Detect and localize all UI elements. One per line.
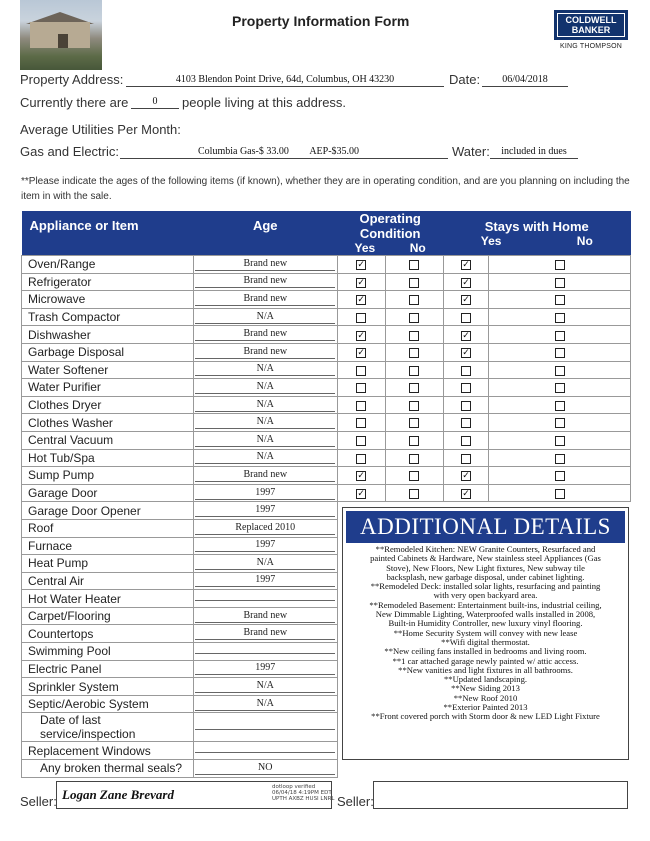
item-age-field[interactable]: 1997 [195,662,335,675]
item-age-cell [193,308,337,326]
operating-no-checkbox[interactable] [409,278,419,288]
stays-no-checkbox[interactable] [555,418,565,428]
checkbox-cell [337,273,385,291]
operating-yes-checkbox[interactable] [356,383,366,393]
stamp-line-1: dotloop verified [272,784,316,790]
operating-yes-checkbox[interactable]: ✓ [357,330,365,341]
table-row [22,467,631,485]
item-age-field[interactable]: N/A [195,416,335,429]
date-field[interactable]: 06/04/2018 [482,74,568,87]
item-age-field[interactable]: NO [195,762,335,775]
stays-yes-checkbox[interactable]: ✓ [462,330,470,341]
stays-no-checkbox[interactable] [555,366,565,376]
checkbox-cell [385,308,443,326]
item-age-field[interactable]: Brand new [195,627,335,640]
stays-no-checkbox[interactable] [555,454,565,464]
details-line: **Wifi digital thermostat. [441,636,530,647]
operating-yes-checkbox[interactable]: ✓ [357,348,365,359]
item-age-cell [193,273,337,291]
item-age-cell [193,256,337,274]
item-name: Replacement Windows [22,742,194,760]
operating-yes-checkbox[interactable] [356,418,366,428]
stays-yes-checkbox[interactable]: ✓ [462,471,470,482]
item-age-cell [193,590,337,608]
item-name: Garbage Disposal [22,343,194,361]
col-header-age: Age [193,211,337,256]
item-age-cell [193,379,337,397]
stays-no-checkbox[interactable] [555,260,565,270]
item-name: Central Air [22,572,194,590]
item-age-cell [193,326,337,344]
operating-no-checkbox[interactable] [409,331,419,341]
stays-yes-checkbox[interactable]: ✓ [462,295,470,306]
water-field[interactable]: included in dues [490,146,578,159]
item-age-cell [193,343,337,361]
item-age-field[interactable]: N/A [195,311,335,324]
checkbox-cell [385,396,443,414]
stays-yes-checkbox[interactable] [461,383,471,393]
item-age-cell [193,695,337,713]
checkbox-cell [489,449,631,467]
item-name: Furnace [22,537,194,555]
checkbox-cell [337,308,385,326]
additional-details-heading: ADDITIONAL DETAILS [346,511,625,543]
item-age-field[interactable]: N/A [195,698,335,711]
table-row [22,760,631,778]
table-row [22,484,631,502]
operating-yes-checkbox[interactable]: ✓ [357,277,365,288]
instructions-note: **Please indicate the ages of the following items (if known), whether they are in operating condition, and are you planning on including the item in with the sale. [21,176,630,202]
details-line: **New Siding 2013 [451,683,520,694]
checkbox-cell [337,343,385,361]
address-field[interactable]: 4103 Blendon Point Drive, 64d, Columbus, OH 43230 [126,74,444,87]
item-age-cell [193,519,337,537]
checkbox-cell [489,467,631,485]
checkbox-cell [443,449,489,467]
checkbox-cell [385,379,443,397]
checkbox-cell [443,361,489,379]
stays-yes-checkbox[interactable]: ✓ [462,488,470,499]
item-age-cell [193,291,337,309]
checkbox-cell [385,449,443,467]
item-age-cell [193,760,337,778]
checkbox-cell [443,308,489,326]
date-label: Date: [449,72,481,87]
stays-no-checkbox[interactable] [555,295,565,305]
checkbox-cell [443,379,489,397]
checkbox-cell [489,291,631,309]
stays-no-checkbox[interactable] [555,278,565,288]
stays-no-checkbox[interactable] [555,383,565,393]
item-age-field[interactable]: Brand new [195,328,335,341]
checkbox-cell [443,414,489,432]
item-age-cell [193,396,337,414]
item-age-cell [193,660,337,678]
details-line: **Updated landscaping. [443,674,528,685]
item-age-field[interactable]: N/A [195,451,335,464]
operating-no-checkbox[interactable] [409,383,419,393]
checkbox-cell [443,467,489,485]
seller-signature: Logan Zane Brevard [62,787,174,802]
checkbox-cell [385,291,443,309]
operating-yes-checkbox[interactable] [356,454,366,464]
operating-yes-checkbox[interactable]: ✓ [357,471,365,482]
checkbox-cell [337,396,385,414]
item-name: Hot Tub/Spa [22,449,194,467]
item-name: Hot Water Heater [22,590,194,608]
checkbox-cell [443,291,489,309]
gas-electric-field[interactable] [120,146,448,159]
operating-yes-checkbox[interactable] [356,313,366,323]
checkbox-cell [489,484,631,502]
operating-no-checkbox[interactable] [409,313,419,323]
details-line: **Front covered porch with Storm door & new LED Light Fixture [371,711,600,722]
item-name: Clothes Washer [22,414,194,432]
item-age-field[interactable]: Brand new [195,293,335,306]
item-age-field[interactable]: 1997 [195,487,335,500]
seller2-label: Seller: [337,794,374,809]
item-name: Refrigerator [22,273,194,291]
table-row [22,308,631,326]
checkbox-cell [489,379,631,397]
item-name: Trash Compactor [22,308,194,326]
table-row [22,414,631,432]
operating-no-checkbox[interactable] [409,454,419,464]
item-name: Roof [22,519,194,537]
operating-no-checkbox[interactable] [409,471,419,481]
details-line: painted Cabinets & Hardware, New stainless steel Appliances (Gas [370,553,601,564]
item-name: Countertops [22,625,194,643]
stamp-line-2: 06/04/18 4:19PM EDT [272,790,332,796]
logo-line-2: BANKER [571,25,611,35]
item-age-field[interactable]: Brand new [195,346,335,359]
checkbox-cell [489,308,631,326]
operating-yes-checkbox[interactable]: ✓ [357,488,365,499]
item-name: Sump Pump [22,467,194,485]
stays-no: No [576,233,593,248]
item-name: Garage Door [22,484,194,502]
checkbox-cell [337,467,385,485]
checkbox-cell [385,273,443,291]
seller2-signature-box[interactable] [373,781,628,809]
operating-no-checkbox[interactable] [409,401,419,411]
electric-value: AEP-$35.00 [309,146,360,157]
item-age-cell [193,414,337,432]
operating-no-checkbox[interactable] [409,366,419,376]
brand-logo [554,10,628,50]
item-age-field[interactable]: N/A [195,680,335,693]
item-age-cell [193,643,337,661]
item-age-field[interactable]: N/A [195,363,335,376]
property-photo [20,0,102,70]
additional-details-box [342,507,629,760]
table-row [22,343,631,361]
operating-no-checkbox[interactable] [409,295,419,305]
checkbox-cell [385,414,443,432]
stays-yes-checkbox[interactable]: ✓ [462,277,470,288]
operating-no-checkbox[interactable] [409,260,419,270]
item-name: Microwave [22,291,194,309]
checkbox-cell [489,343,631,361]
details-line: Built-in Humidity Controller, new luxury vinyl flooring. [388,618,583,629]
operating-title: Operating Condition [359,211,421,241]
water-label: Water: [452,144,490,159]
details-line: **New ceiling fans installed in bedrooms and living room. [384,646,587,657]
details-line: with very open backyard area. [433,590,538,601]
table-row [22,379,631,397]
item-age-cell [193,678,337,696]
item-age-cell [193,431,337,449]
logo-box [554,10,628,40]
stays-yes-checkbox[interactable]: ✓ [462,348,470,359]
checkbox-cell [443,326,489,344]
col-header-item: Appliance or Item [22,211,194,256]
operating-yes-checkbox[interactable] [356,401,366,411]
item-name: Date of last service/inspection [22,713,194,742]
people-suffix: people living at this address. [182,95,347,110]
item-age-field[interactable]: Brand new [195,610,335,623]
details-line: Stove), New Floors, New Light fixtures, New subway tile [386,562,585,573]
checkbox-cell [489,273,631,291]
checkbox-cell [443,484,489,502]
operating-yes-checkbox[interactable] [356,436,366,446]
address-label: Property Address: [20,72,124,87]
checkbox-cell [443,273,489,291]
item-age-field[interactable]: 1997 [195,539,335,552]
checkbox-cell [443,256,489,274]
details-line: **Remodeled Deck: installed solar lights, resurfacing and painting [370,581,601,592]
item-name: Any broken thermal seals? [22,760,194,778]
table-row [22,396,631,414]
page-title: Property Information Form [232,13,410,29]
operating-yes-checkbox[interactable]: ✓ [357,295,365,306]
item-age-cell [193,449,337,467]
item-age-field[interactable] [195,600,335,601]
logo-subtitle: KING THOMPSON [560,43,622,50]
stays-no-checkbox[interactable] [555,313,565,323]
item-age-cell [193,742,337,760]
details-line: **New Roof 2010 [453,692,518,703]
item-age-cell [193,467,337,485]
checkbox-cell [443,343,489,361]
operating-no: No [409,241,426,255]
stays-no-checkbox[interactable] [555,331,565,341]
checkbox-cell [385,361,443,379]
item-age-field[interactable]: Brand new [195,275,335,288]
checkbox-cell [385,467,443,485]
item-name: Water Purifier [22,379,194,397]
checkbox-cell [337,414,385,432]
checkbox-cell [337,449,385,467]
additional-details-body [343,543,628,724]
stays-yes-checkbox[interactable] [461,366,471,376]
operating-yes: Yes [354,241,376,255]
item-name: Central Vacuum [22,431,194,449]
item-age-field[interactable]: 1997 [195,504,335,517]
col-header-operating [337,211,443,256]
logo-line-1: COLDWELL [565,15,617,25]
stays-yes-checkbox[interactable] [461,418,471,428]
stays-yes-checkbox[interactable] [461,436,471,446]
item-age-cell [193,361,337,379]
item-age-field[interactable]: N/A [195,381,335,394]
details-line: **Remodeled Kitchen: NEW Granite Counters, Resurfaced and [375,544,596,554]
stays-no-checkbox[interactable] [555,348,565,358]
details-line: **1 car attached garage newly painted w/ attic access. [392,655,579,666]
operating-no-checkbox[interactable] [409,418,419,428]
item-age-field[interactable]: N/A [195,434,335,447]
table-row [22,291,631,309]
checkbox-cell [489,361,631,379]
item-age-field[interactable]: Brand new [195,469,335,482]
item-age-field[interactable] [195,752,335,753]
people-count-field[interactable]: 0 [131,96,179,109]
checkbox-cell [385,326,443,344]
item-age-cell [193,572,337,590]
stays-yes-checkbox[interactable] [461,313,471,323]
operating-yes-checkbox[interactable]: ✓ [357,260,365,271]
details-line: **New vanities and light fixtures in all bathrooms. [398,664,573,675]
table-row [22,256,631,274]
item-name: Electric Panel [22,660,194,678]
checkbox-cell [489,326,631,344]
stays-yes: Yes [480,233,502,248]
checkbox-cell [337,326,385,344]
blank-cell [337,760,630,778]
table-row [22,326,631,344]
stamp-line-3: UPTH AXBZ HUSI LNRL [272,796,335,802]
table-row [22,361,631,379]
table-row [22,431,631,449]
table-row [22,449,631,467]
checkbox-cell [489,256,631,274]
checkbox-cell [337,379,385,397]
stays-title: Stays with Home [484,218,589,234]
stays-no-checkbox[interactable] [555,436,565,446]
checkbox-cell [489,431,631,449]
item-name: Dishwasher [22,326,194,344]
item-age-field[interactable] [195,653,335,654]
gas-value: Columbia Gas-$ 33.00 [198,146,289,157]
checkbox-cell [337,361,385,379]
item-age-field[interactable]: 1997 [195,574,335,587]
operating-yes-checkbox[interactable] [356,366,366,376]
people-prefix: Currently there are [20,95,129,110]
item-name: Swimming Pool [22,643,194,661]
item-age-cell [193,713,337,742]
gas-electric-label: Gas and Electric: [20,144,119,159]
item-name: Clothes Dryer [22,396,194,414]
stays-no-checkbox[interactable] [555,489,565,499]
operating-no-checkbox[interactable] [409,436,419,446]
checkbox-cell [489,396,631,414]
checkbox-cell [385,256,443,274]
item-name: Water Softener [22,361,194,379]
item-age-field[interactable]: Replaced 2010 [195,522,335,535]
dotloop-stamp [272,784,335,802]
checkbox-cell [385,343,443,361]
table-header-row [22,211,631,256]
item-name: Oven/Range [22,256,194,274]
checkbox-cell [443,431,489,449]
operating-no-checkbox[interactable] [409,489,419,499]
operating-no-checkbox[interactable] [409,348,419,358]
item-age-field[interactable]: Brand new [195,258,335,271]
details-line: **Remodeled Basement: Entertainment built-ins, industrial ceiling, [369,599,602,610]
details-line: **Exterior Painted 2013 [443,702,528,713]
table-row [22,273,631,291]
item-age-cell [193,555,337,573]
item-age-cell [193,484,337,502]
details-line: backsplash, new garbage disposal, under cabinet lighting. [386,571,585,582]
checkbox-cell [337,291,385,309]
col-header-stays [443,211,630,256]
item-name: Sprinkler System [22,678,194,696]
checkbox-cell [385,431,443,449]
stays-no-checkbox[interactable] [555,471,565,481]
stays-yes-checkbox[interactable] [461,454,471,464]
seller-label: Seller: [20,794,57,809]
checkbox-cell [385,484,443,502]
item-age-field[interactable]: N/A [195,399,335,412]
item-age-field[interactable] [195,729,335,730]
item-name: Heat Pump [22,555,194,573]
details-line: **Home Security System will convey with new lease [393,627,578,638]
checkbox-cell [443,396,489,414]
utilities-heading: Average Utilities Per Month: [20,122,181,137]
checkbox-cell [337,484,385,502]
item-age-cell [193,537,337,555]
stays-yes-checkbox[interactable]: ✓ [462,260,470,271]
checkbox-cell [489,414,631,432]
stays-yes-checkbox[interactable] [461,401,471,411]
house-door-shape [58,34,68,48]
item-age-cell [193,502,337,520]
item-age-field[interactable]: N/A [195,557,335,570]
item-name: Garage Door Opener [22,502,194,520]
checkbox-cell [337,256,385,274]
details-line: New Dimmable Lighting, Waterproofed walls installed in 2008, [375,609,596,620]
item-name: Carpet/Flooring [22,607,194,625]
checkbox-cell [337,431,385,449]
stays-no-checkbox[interactable] [555,401,565,411]
item-age-cell [193,625,337,643]
item-name: Septic/Aerobic System [22,695,194,713]
item-age-cell [193,607,337,625]
